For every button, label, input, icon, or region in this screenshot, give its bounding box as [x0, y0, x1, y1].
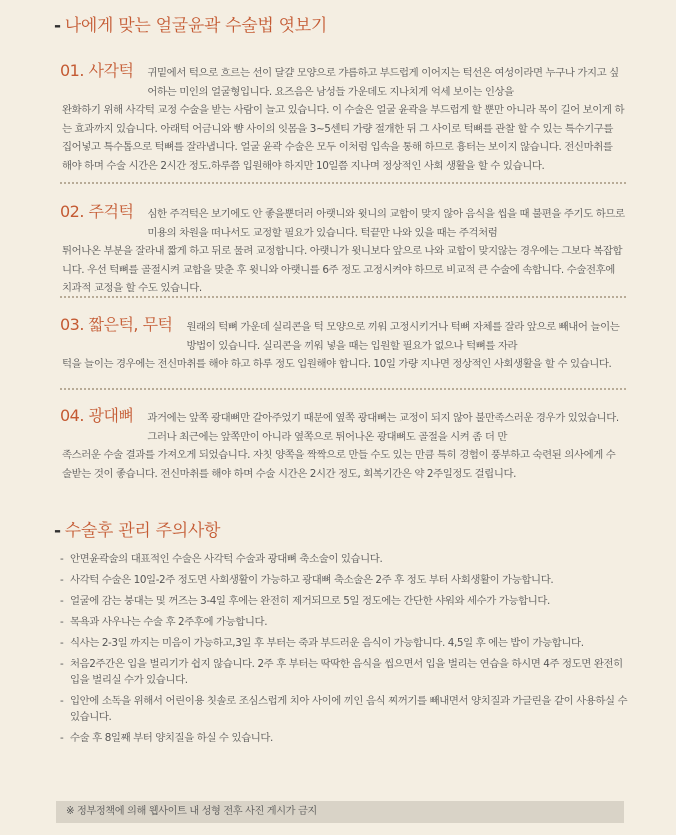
list-dash: -: [60, 732, 64, 744]
item-head: [60, 62, 625, 101]
item-body-text: 완화하기 위해 사각턱 교정 수술을 받는 사람이 늘고 있습니다. 이 수술은 얼굴 윤곽을 부드럽게 할 뿐만 아니라 목이 길어 보이게 하는 효과까지 있습니다. 아래턱 어금니와 뺨 사이의 잇몸을 3~5센티 가량 절개한 뒤 그 사이로 턱뼈를 관찰 할 수 있는 특수기구를 집어넣고 특수톱으로 턱뼈를 잘라냅니다. 얼굴 윤곽 수술은 모두 이처럼 입속을 통해 하므로 흉터는 보이지 않습니다. 전신마취를 해야 하며 수술 시간은 2시간 정도.하루쯤 입원해야 하지만 10일쯤 지나며 정상적인 사회 생활을 할 수 있습니다.: [62, 104, 625, 172]
dotted-divider: [60, 182, 626, 184]
item-body-text: 턱을 늘이는 경우에는 전신마취를 해야 하고 하루 정도 입원해야 합니다. 10일 가량 지나면 정상적인 사회생활을 할 수 있습니다.: [62, 358, 612, 371]
list-item-text: 처음2주간은 입을 벌리기가 쉽지 않습니다. 2주 후 부터는 딱딱한 음식을 씹으면서 입을 벌리는 연습을 하시면 4주 정도면 완전히 입을 벌리실 수가 있습니다.: [70, 658, 623, 686]
list-item: [60, 572, 630, 588]
item-title: 03. 짧은턱, 무턱: [60, 315, 173, 334]
title-dash: -: [54, 521, 61, 541]
surgery-item-protruding-jaw: [60, 203, 625, 298]
section-title-aftercare: [54, 516, 220, 541]
list-dash: -: [60, 574, 64, 586]
list-item: [60, 635, 630, 651]
item-head: [60, 203, 625, 242]
list-dash: -: [60, 616, 64, 628]
list-item: [60, 730, 630, 746]
aftercare-list: [60, 551, 630, 751]
list-item: [60, 614, 630, 630]
item-head: [60, 407, 625, 446]
item-body-text: 튀어나온 부분을 잘라내 짧게 하고 뒤로 물려 교정합니다. 아랫니가 윗니보다 앞으로 나와 교합이 맞지않는 경우에는 그보다 복잡합니다. 우선 턱뼈를 골절시켜 교합을 맞춘 후 윗니와 아랫니를 6주 정도 고정시켜야 하므로 비교적 큰 수술에 속합니다. 수술전후에 치과적 교정을 할 수도 있습니다.: [62, 245, 623, 295]
item-lead-text: 과거에는 앞쪽 광대뼈만 갈아주었기 때문에 옆쪽 광대뼈는 교정이 되지 않아 불만족스러운 경우가 있었습니다. 그러나 최근에는 앞쪽만이 아니라 옆쪽으로 튀어나온 광대뼈도 골절을 시켜 좀 더 만: [147, 412, 619, 443]
list-item: [60, 656, 630, 688]
list-dash: -: [60, 658, 64, 670]
list-item-text: 목욕과 사우나는 수술 후 2주후에 가능합니다.: [70, 616, 268, 628]
section-title-text: 나에게 맞는 얼굴윤곽 수술법 엿보기: [64, 16, 328, 36]
item-lead-text: 원래의 턱뼈 가운데 실리콘을 턱 모양으로 끼워 고정시키거나 턱뼈 자체를 잘라 앞으로 빼내어 늘이는 방법이 있습니다. 실리콘을 끼워 넣을 때는 입원할 필요가 없으나 턱뼈를 자라: [186, 321, 620, 352]
list-item-text: 얼굴에 감는 붕대는 및 꺼즈는 3-4일 후에는 완전히 제거되므로 5일 정도에는 간단한 샤워와 세수가 가능합니다.: [70, 595, 550, 607]
list-item: [60, 593, 630, 609]
list-item: [60, 693, 630, 725]
notice-banner: ※ 정부정책에 의해 웹사이트 내 성형 전후 사진 게시가 금지: [56, 801, 624, 823]
section-title-text: 수술후 관리 주의사항: [64, 521, 221, 541]
item-title: 01. 사각턱: [60, 61, 134, 80]
list-dash: -: [60, 553, 64, 565]
section-title-surgery-types: [54, 11, 327, 36]
item-title: 04. 광대뼈: [60, 406, 134, 425]
list-dash: -: [60, 695, 64, 707]
list-dash: -: [60, 595, 64, 607]
dotted-divider: [60, 296, 626, 298]
title-dash: -: [54, 16, 61, 36]
dotted-divider: [60, 388, 626, 390]
surgery-item-short-chin: [60, 316, 625, 374]
item-head: [60, 316, 625, 355]
list-item-text: 식사는 2-3일 까지는 미음이 가능하고,3일 후 부터는 죽과 부드러운 음식이 가능합니다. 4,5일 후 에는 밥이 가능합니다.: [70, 637, 584, 649]
list-item-text: 수술 후 8일째 부터 양치질을 하실 수 있습니다.: [70, 732, 273, 744]
list-item-text: 사각턱 수술은 10일-2주 정도면 사회생활이 가능하고 광대뼈 축소술은 2주 후 정도 부터 사회생활이 가능합니다.: [70, 574, 554, 586]
list-item-text: 안면윤곽술의 대표적인 수술은 사각턱 수술과 광대뼈 축소술이 있습니다.: [70, 553, 383, 565]
item-body-text: 족스러운 수술 결과를 가져오게 되었습니다. 자칫 양쪽을 짝짝으로 만들 수도 있는 만큼 특히 경험이 풍부하고 숙련된 의사에게 수술받는 것이 좋습니다. 전신마취를 해야 하며 수술 시간은 2시간 정도, 회복기간은 약 2주일정도 걸립니다.: [62, 449, 616, 480]
item-lead-text: 심한 주걱턱은 보기에도 안 좋을뿐더러 아랫니와 윗니의 교합이 맞지 않아 음식을 씹을 때 불편을 주기도 하므로 미용의 차원을 떠나서도 교정할 필요가 있습니다. 턱끝만 나와 있을 때는 주걱처럼: [147, 208, 625, 239]
list-item: [60, 551, 630, 567]
item-lead-text: 귀밑에서 턱으로 흐르는 선이 달걀 모양으로 갸름하고 부드럽게 이어지는 턱선은 여성이라면 누구나 가지고 싶어하는 미인의 얼굴형입니다. 요즈음은 남성들 가운데도 지나치게 억세 보이는 인상을: [147, 67, 619, 98]
list-item-text: 입안에 소독을 위해서 어린이용 칫솔로 조심스럽게 치아 사이에 끼인 음식 찌꺼기를 빼내면서 양치질과 가글린을 같이 사용하실 수 있습니다.: [70, 695, 628, 723]
item-title: 02. 주걱턱: [60, 202, 134, 221]
list-dash: -: [60, 637, 64, 649]
surgery-item-cheekbone: [60, 407, 625, 483]
surgery-item-square-jaw: [60, 62, 625, 176]
